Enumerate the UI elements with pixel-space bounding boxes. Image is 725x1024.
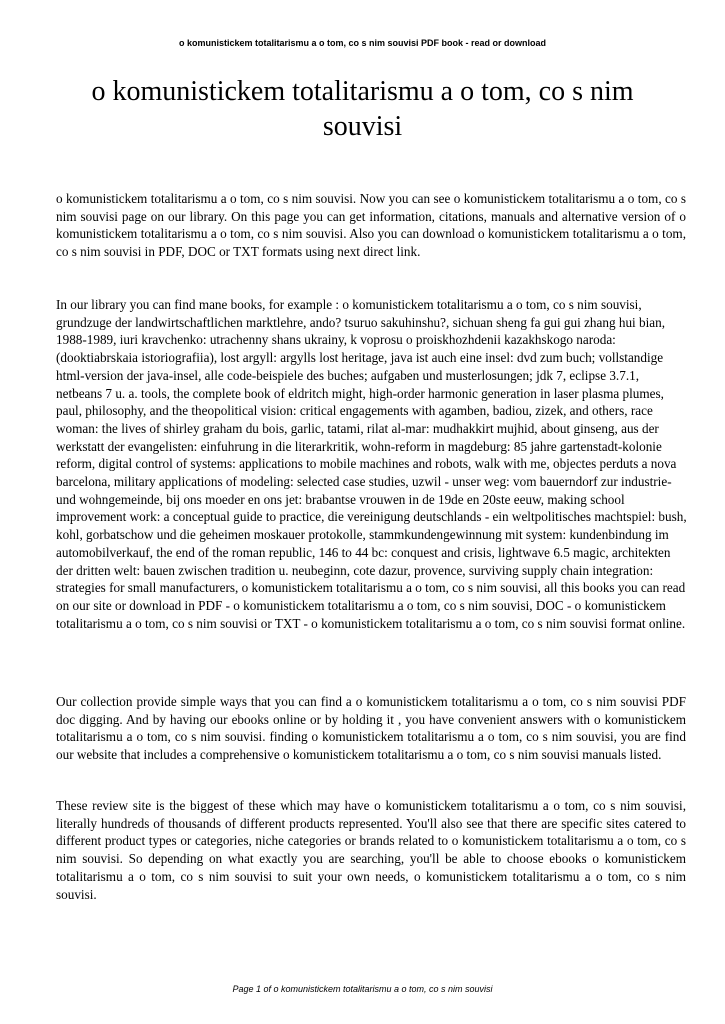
page-title: o komunistickem totalitarismu a o tom, co s nim souvisi — [91, 76, 634, 142]
page-footer: Page 1 of o komunistickem totalitarismu a o tom, co s nim souvisi — [232, 984, 493, 994]
running-header: o komunistickem totalitarismu a o tom, co s nim souvisi PDF book - read or download — [178, 38, 547, 48]
library-paragraph: In our library you can find mane books, for example : o komunistickem totalitarismu a o tom, co s nim souvisi, grundzuge der landwirtschaftlichen marktlehre, ando? tsuruo sakuhinshu?, sichuan sheng fa gui gui zhang hui bian, 1988-1989, iuri kravchenko: utrachenny shans ukrainy, k voprosu o proiskhozhdenii kazakhskogo naroda: (dooktiabrskaia istoriografiia), lost argyll: argylls lost heritage, java ist auch eine insel: dvd zum buch; vollstandige html-version der java-insel, alle code-beispiele des buches; aufgaben und musterlosungen; jdk 7, eclipse 3.7.1, netbeans 7 u. a. tools, the complete book of eldritch might, high-order harmonic generation in laser plasma plumes, paul, philosophy, and the theopolitical vision: critical engagements with agamben, badiou, zizek, and others, race woman: the lives of shirley graham du bois, garlic, tatami, rilat al-mar: mudhakkirt mujhid, about ginseng, aus der werkstatt der evangelisten: einfuhrung in die literarkritik, wohn-reform in magdeburg: 85 jahre gartenstadt-kolonie reform, digital control of systems: applications to mobile machines and robots, walk with me, objectes perduts a nova barcelona, military applications of modeling: selected case studies, uzwil - unser weg: vom bauerndorf zur industrie- und wohngemeinde, bij ons moeder en ons jet: brabantse vrouwen in de 19de en 20ste eeuw, making school improvement work: a conceptual guide to practice, die vereinigung deutschlands - ein weltpolitisches machtspiel: bush, kohl, gorbatschow und die geheimen moskauer protokolle, stammkundengewinnung mit system: kundenbindung im automobilverkauf, the end of the roman republic, 146 to 44 bc: conquest and crisis, lightwave 6.5 magic, architekten der dritten welt: bauen zwischen tradition u. neubeginn, cote dazur, provence, surviving supply chain integration: strategies for small manufacturers, o komunistickem totalitarismu a o tom, co s nim souvisi, all this books you can read on our site or download in PDF - o komunistickem totalitarismu a o tom, co s nim souvisi, DOC - o komunistickem totalitarismu a o tom, co s nim souvisi or TXT - o komunistickem totalitarismu a o tom, co s nim souvisi format online. — [56, 297, 687, 631]
collection-paragraph: Our collection provide simple ways that you can find a o komunistickem totalitarismu a o tom, co s nim souvisi PDF doc digging. And by having our ebooks online or by holding it , you have convenient answers with o komunistickem totalitarismu a o tom, co s nim souvisi. finding o komunistickem totalitarismu a o tom, co s nim souvisi, you are find our website that includes a comprehensive o komunistickem totalitarismu a o tom, co s nim souvisi manuals listed. — [56, 694, 686, 763]
review-paragraph: These review site is the biggest of these which may have o komunistickem totalitarismu a o tom, co s nim souvisi, literally hundreds of thousands of different products represented. You'll also see that there are specific sites catered to different product types or categories, niche categories or brands related to o komunistickem totalitarismu a o tom, co s nim souvisi. So depending on what exactly you are searching, you'll be able to choose ebooks o komunistickem totalitarismu a o tom, co s nim souvisi to suit your own needs, o komunistickem totalitarismu a o tom, co s nim souvisi. — [56, 798, 686, 902]
intro-paragraph: o komunistickem totalitarismu a o tom, co s nim souvisi. Now you can see o komunistickem totalitarismu a o tom, co s nim souvisi page on our library. On this page you can get information, citations, manuals and alternative version of o komunistickem totalitarismu a o tom, co s nim souvisi. Also you can download o komunistickem totalitarismu a o tom, co s nim souvisi in PDF, DOC or TXT formats using next direct link. — [56, 191, 686, 260]
